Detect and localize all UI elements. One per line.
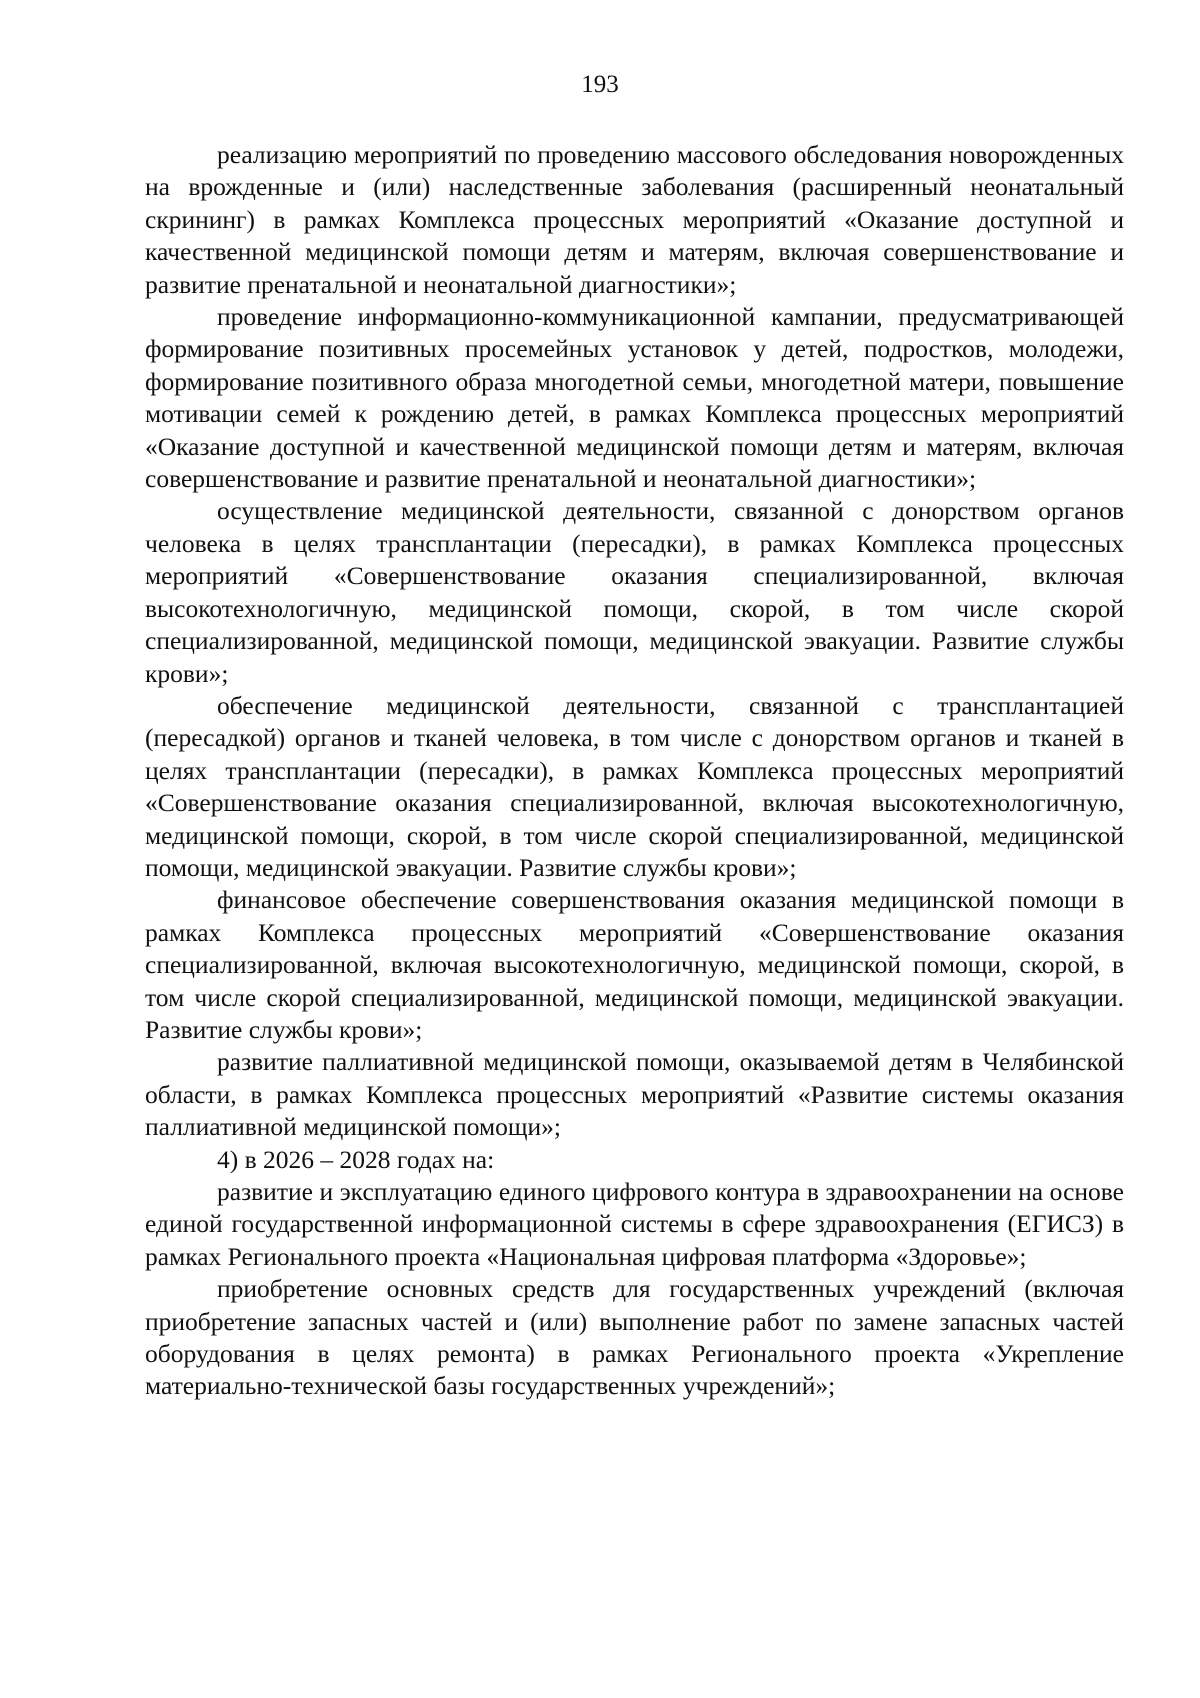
page-number: 193 [581, 71, 619, 98]
paragraph: развитие паллиативной медицинской помощи, оказываемой детям в Челябинской области, в рамках Комплекса процессных мероприятий «Развитие системы оказания паллиативной медицинской помощи»; [145, 1047, 1124, 1142]
paragraph: осуществление медицинской деятельности, связанной с донорством органов человека в целях трансплантации (пересадки), в рамках Комплекса процессных мероприятий «Совершенствование оказания специализированной, включая высокотехнологичную, медицинской помощи, скорой, в том числе скорой специализированной, медицинской помощи, медицинской эвакуации. Развитие службы крови»; [145, 496, 1124, 688]
document-body [145, 139, 1124, 1403]
paragraph: приобретение основных средств для государственных учреждений (включая приобретение запасных частей и (или) выполнение работ по замене запасных частей оборудования в целях ремонта) в рамках Регионального проекта «Укрепление материально-технической базы государственных учреждений»; [145, 1274, 1124, 1401]
list-item-heading: 4) в 2026 – 2028 годах на: [217, 1144, 495, 1174]
paragraph: развитие и эксплуатацию единого цифрового контура в здравоохранении на основе единой государственной информационной системы в сфере здравоохранения (ЕГИСЗ) в рамках Регионального проекта «Национальная цифровая платформа «Здоровье»; [145, 1177, 1124, 1271]
paragraph: обеспечение медицинской деятельности, связанной с трансплантацией (пересадкой) органов и тканей человека, в том числе с донорством органов и тканей в целях трансплантации (пересадки), в рамках Комплекса процессных мероприятий «Совершенствование оказания специализированной, включая высокотехнологичную, медицинской помощи, скорой, в том числе скорой специализированной, медицинской помощи, медицинской эвакуации. Развитие службы крови»; [145, 690, 1124, 882]
paragraph: финансовое обеспечение совершенствования оказания медицинской помощи в рамках Комплекса процессных мероприятий «Совершенствование оказания специализированной, включая высокотехнологичную, медицинской помощи, скорой, в том числе скорой специализированной, медицинской помощи, медицинской эвакуации. Развитие службы крови»; [145, 885, 1124, 1044]
paragraph: реализацию мероприятий по проведению массового обследования новорожденных на врожденные и (или) наследственные заболевания (расширенный неонатальный скрининг) в рамках Комплекса процессных мероприятий «Оказание доступной и качественной медицинской помощи детям и матерям, включая совершенствование и развитие пренатальной и неонатальной диагностики»; [145, 140, 1124, 299]
paragraph: проведение информационно-коммуникационной кампании, предусматривающей формирование позитивных просемейных установок у детей, подростков, молодежи, формирование позитивного образа многодетной семьи, многодетной матери, повышение мотивации семей к рождению детей, в рамках Комплекса процессных мероприятий «Оказание доступной и качественной медицинской помощи детям и матерям, включая совершенствование и развитие пренатальной и неонатальной диагностики»; [145, 302, 1124, 494]
